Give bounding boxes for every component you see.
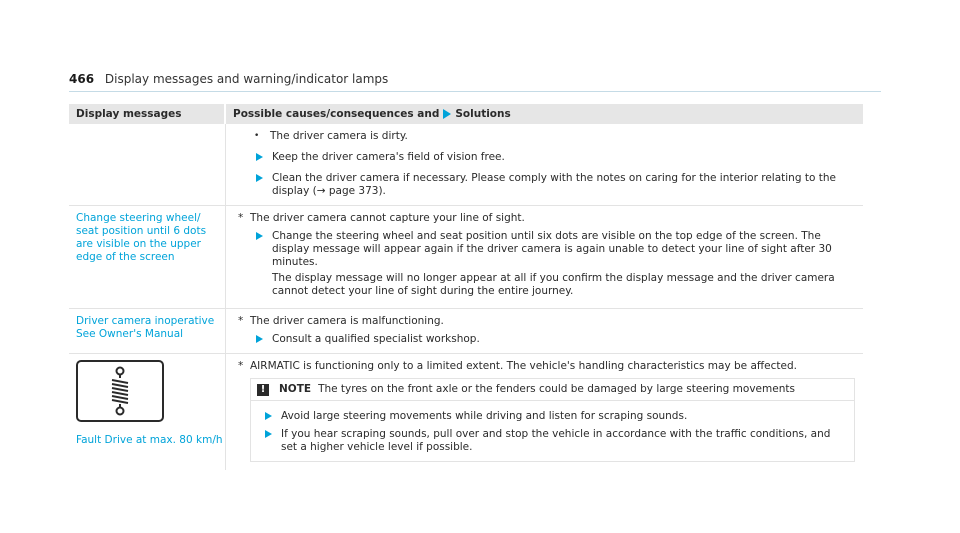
cause-line bbox=[238, 360, 855, 373]
column-header-causes bbox=[226, 104, 863, 124]
solution-text-block bbox=[272, 230, 855, 301]
asterisk-icon: * bbox=[238, 212, 244, 224]
cause-text: The driver camera is malfunctioning. bbox=[250, 315, 444, 327]
display-message-text: Fault Drive at max. 80 km/h bbox=[76, 434, 223, 446]
action-arrow-icon bbox=[256, 232, 263, 240]
display-message-cell: Change steering wheel/ seat position until 6 dots are visible on the upper edge of the screen bbox=[69, 206, 226, 308]
solution-paragraph: The display message will no longer appear at all if you confirm the display message and the driver camera cannot detect your line of sight during the entire journey. bbox=[272, 272, 835, 297]
column-header-solutions-label: Solutions bbox=[455, 108, 511, 120]
display-messages-table bbox=[69, 104, 863, 470]
action-arrow-icon bbox=[256, 153, 263, 161]
note-header bbox=[251, 379, 854, 401]
display-message-cell bbox=[69, 124, 226, 205]
cause-text: The driver camera cannot capture your line of sight. bbox=[250, 212, 525, 224]
action-arrow-icon bbox=[265, 430, 272, 438]
display-message-cell bbox=[69, 354, 226, 470]
solutions-arrow-icon bbox=[443, 109, 451, 119]
action-arrow-icon bbox=[265, 412, 272, 420]
airmatic-warning-icon bbox=[76, 360, 164, 422]
table-row bbox=[69, 309, 863, 354]
solution-text: If you hear scraping sounds, pull over and stop the vehicle in accordance with the traffic conditions, and set a higher vehicle level if possible. bbox=[281, 428, 831, 453]
asterisk-icon: * bbox=[238, 360, 244, 372]
warning-icon: ! bbox=[257, 384, 269, 396]
solution-paragraph: Change the steering wheel and seat position until six dots are visible on the top edge of the screen. The display message will appear again if the driver camera is again unable to detect your line of sight after 30 minutes. bbox=[272, 230, 832, 268]
note-text: The tyres on the front axle or the fenders could be damaged by large steering movements bbox=[318, 383, 795, 395]
solution-text: Clean the driver camera if necessary. Please comply with the notes on caring for the interior relating to the display (→ page 373). bbox=[272, 172, 836, 197]
solution-text: Keep the driver camera's field of vision free. bbox=[272, 151, 505, 163]
solution-step bbox=[256, 230, 855, 301]
page-number: 466 bbox=[69, 72, 95, 86]
note-body bbox=[251, 401, 854, 461]
solution-text: Avoid large steering movements while driving and listen for scraping sounds. bbox=[281, 410, 688, 422]
table-row bbox=[69, 124, 863, 206]
causes-cell bbox=[226, 206, 863, 308]
cause-line bbox=[238, 212, 855, 225]
page-title: Display messages and warning/indicator lamps bbox=[104, 72, 389, 86]
cause-line bbox=[238, 315, 855, 328]
asterisk-icon: * bbox=[238, 315, 244, 327]
causes-cell bbox=[226, 124, 863, 205]
suspension-spring-icon bbox=[108, 366, 132, 416]
header-divider bbox=[69, 91, 881, 92]
cause-text: AIRMATIC is functioning only to a limited extent. The vehicle's handling characteristics may be affected. bbox=[250, 360, 797, 372]
cause-bullet bbox=[254, 130, 855, 143]
solution-step bbox=[256, 333, 855, 346]
page-header bbox=[69, 72, 388, 86]
solution-step bbox=[265, 428, 846, 454]
table-row bbox=[69, 206, 863, 309]
note-label: NOTE bbox=[279, 383, 312, 395]
display-message-cell: Driver camera inoperative See Owner's Manual bbox=[69, 309, 226, 353]
column-header-causes-label: Possible causes/consequences and bbox=[233, 108, 440, 120]
table-row bbox=[69, 354, 863, 470]
solution-step bbox=[256, 172, 855, 198]
cause-text: The driver camera is dirty. bbox=[270, 130, 408, 142]
solution-step bbox=[265, 410, 846, 423]
action-arrow-icon bbox=[256, 335, 263, 343]
solution-text: Consult a qualified specialist workshop. bbox=[272, 333, 480, 345]
note-box bbox=[250, 378, 855, 462]
table-header bbox=[69, 104, 863, 124]
solution-step bbox=[256, 151, 855, 164]
column-header-display-messages: Display messages bbox=[69, 104, 226, 124]
bullet-icon: • bbox=[254, 131, 260, 141]
causes-cell bbox=[226, 354, 863, 470]
causes-cell bbox=[226, 309, 863, 353]
action-arrow-icon bbox=[256, 174, 263, 182]
